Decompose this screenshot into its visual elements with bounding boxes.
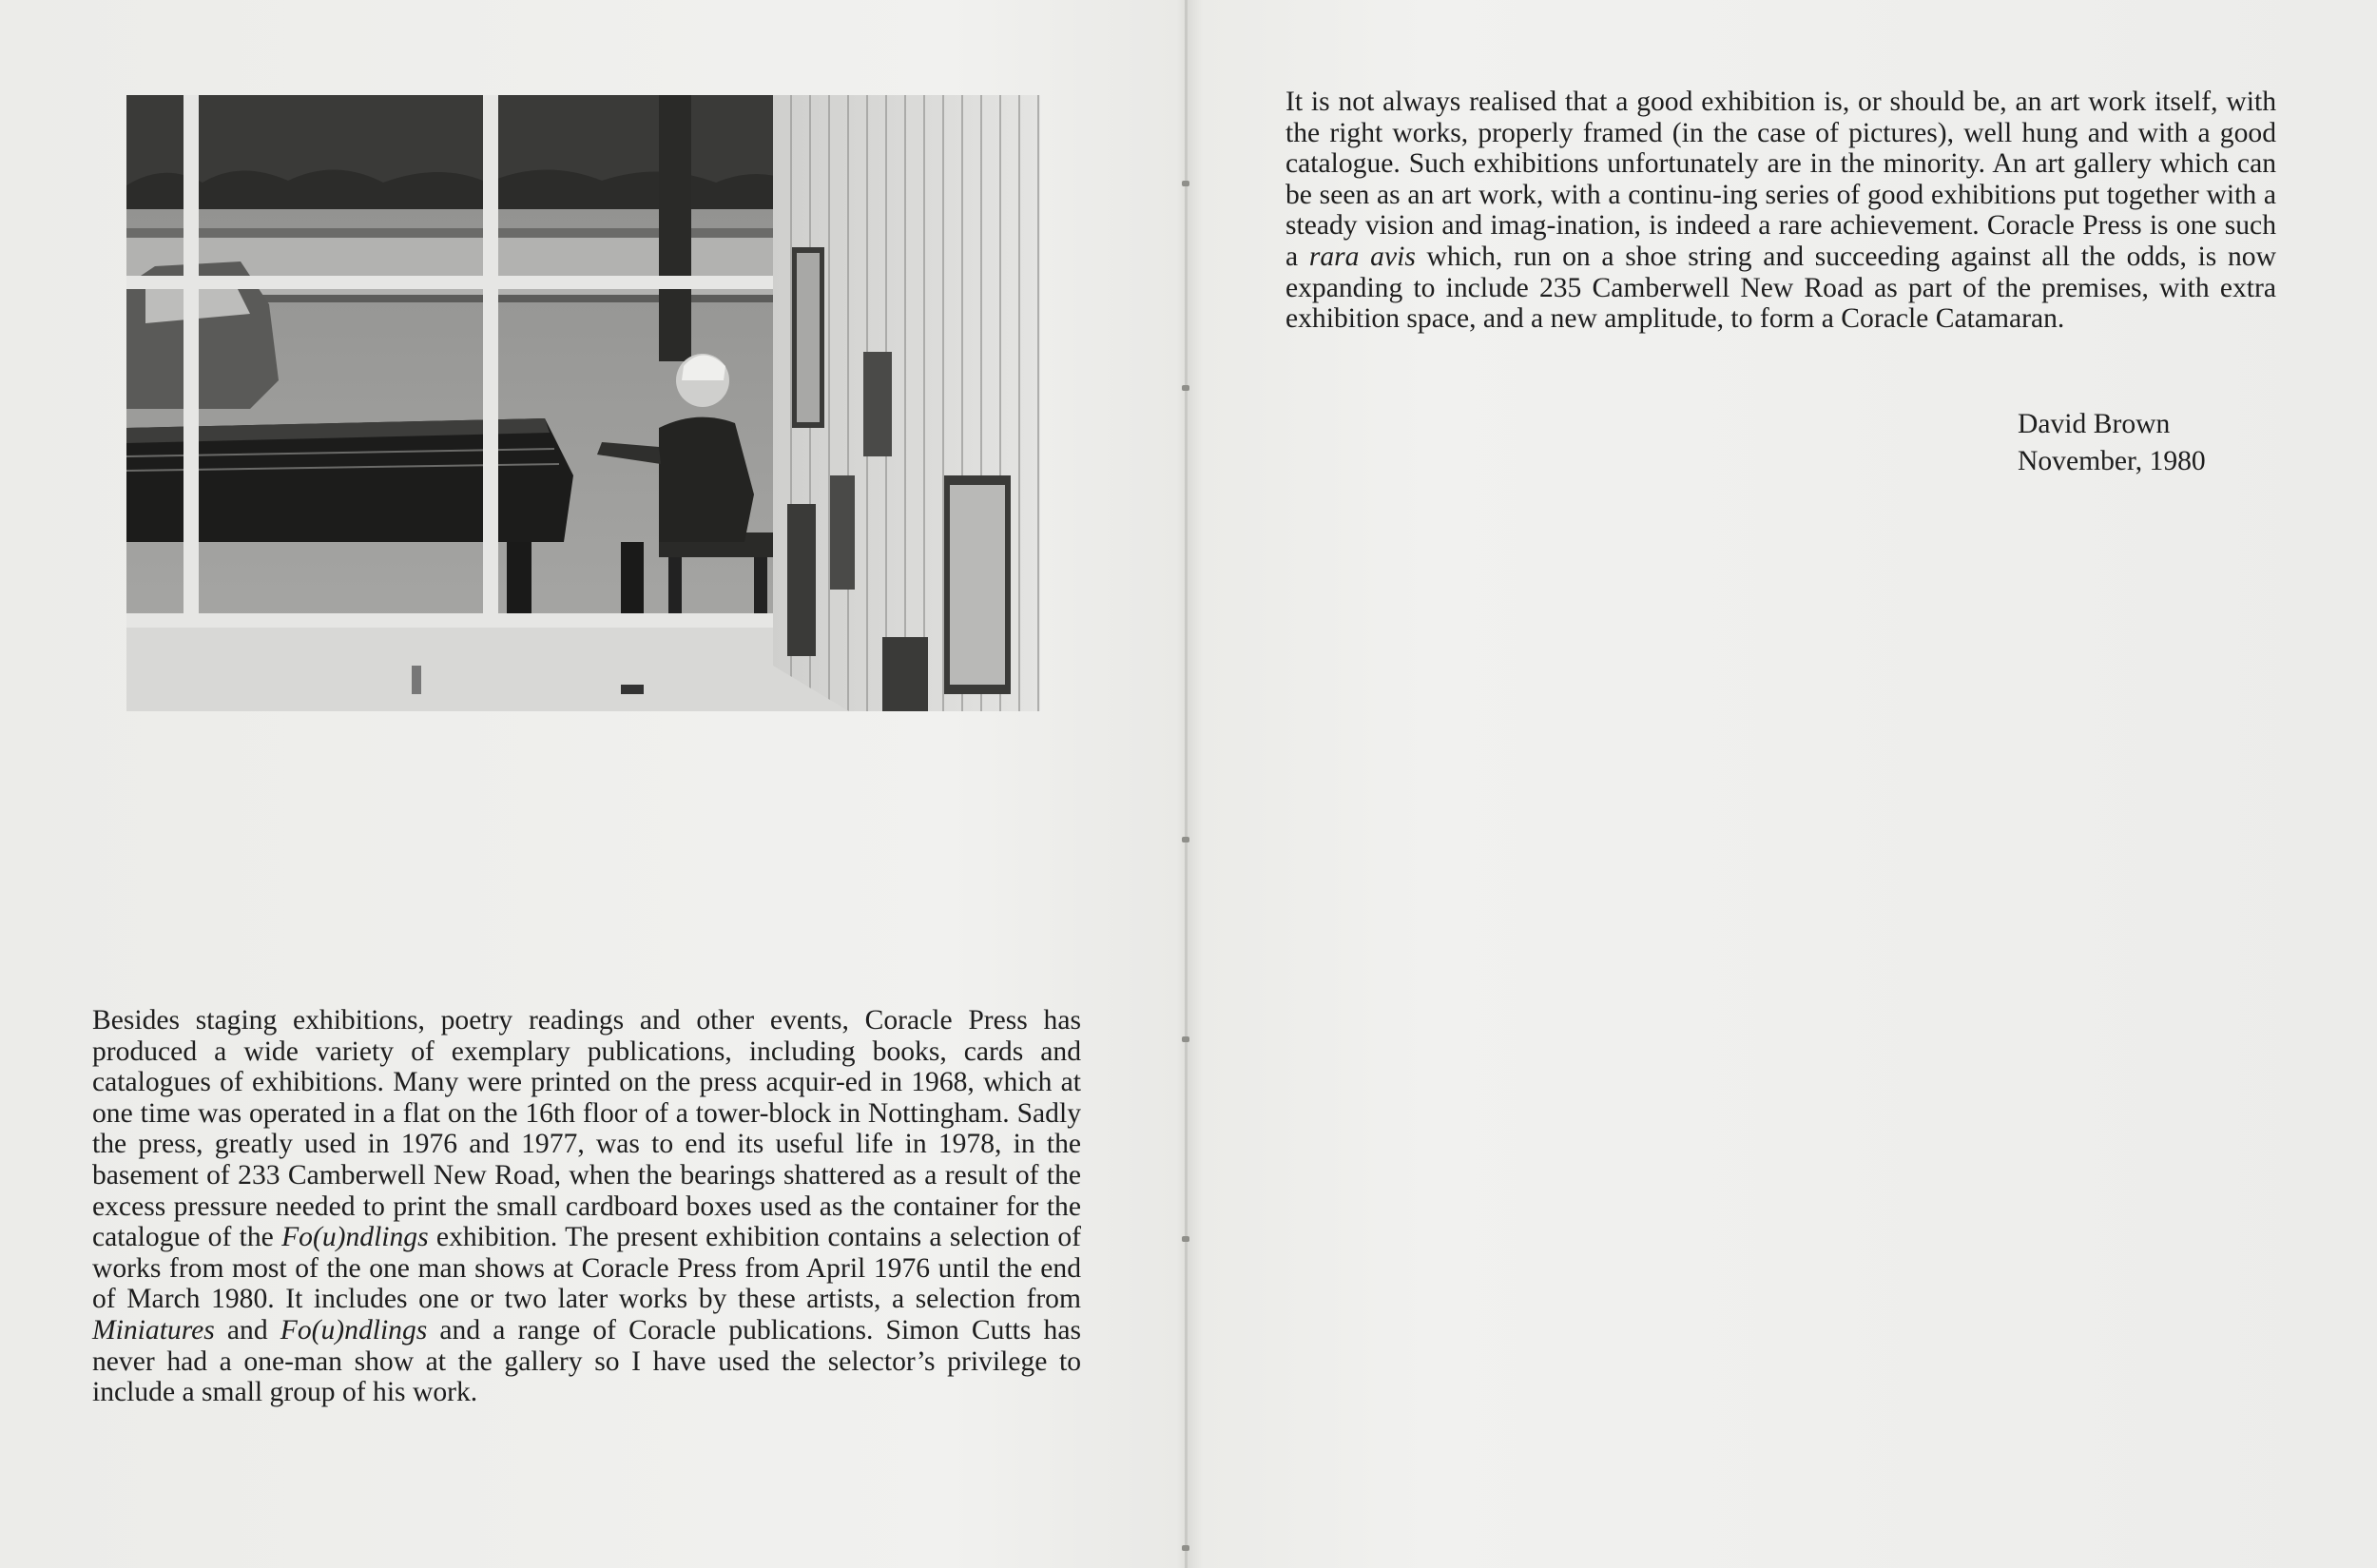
gallery-photograph — [126, 95, 1040, 711]
italic-title-run: rara avis — [1308, 241, 1416, 272]
italic-title-run: Miniatures — [92, 1314, 215, 1345]
photo-man-playing-piano-in-gallery-icon — [126, 95, 1040, 711]
binding-stitch — [1182, 385, 1189, 391]
binding-stitch — [1182, 1036, 1189, 1042]
binding-stitch — [1182, 1545, 1189, 1551]
text-run: which, run on a shoe string and succeeding against all the odds, is now expanding to include 235 Camberwell New Road as part of the premises, with extra exhibition space, and a new amplitude, to form a Coracle Catamaran. — [1285, 241, 2276, 335]
signature-name: David Brown — [2018, 409, 2171, 439]
book-gutter — [1185, 0, 1188, 1568]
text-run: and — [214, 1314, 280, 1345]
text-run: exhibition. The present exhibition contains a selection of works from most of the one man shows at Coracle Press from April 1976 until the end of March 1980. It includes one or two later works by these artists, a selection from — [92, 1222, 1081, 1315]
italic-title-run: Fo(u)ndlings — [281, 1222, 429, 1253]
text-run: It is not always realised that a good exhibition is, or should be, an art work itself, with the right works, properly framed (in the case of pictures), well hung and with a good catalogue. Such exhibitions unfortunately are in the minority. An art gallery which can be seen as an art work, with a continu-ing series of good exhibitions put together with a steady vision and imag-ination, is indeed a rare achievement. Coracle Press is one such a — [1285, 87, 2276, 272]
binding-stitch — [1182, 837, 1189, 842]
left-page-paragraph — [92, 1005, 1081, 1408]
text-run: and a range of Coracle publications. Simon Cutts has never had a one-man show at the gallery so I have used the selector’s privilege to include a small group of his work. — [92, 1314, 1081, 1408]
binding-stitch — [1182, 1236, 1189, 1242]
italic-title-run: Fo(u)ndlings — [280, 1314, 428, 1345]
signature-date: November, 1980 — [2018, 446, 2206, 476]
right-page-paragraph — [1285, 87, 2276, 335]
binding-stitch — [1182, 181, 1189, 186]
text-run: Besides staging exhibitions, poetry readings and other events, Coracle Press has produced a wide variety of exemplary publications, including books, cards and catalogues of exhibitions. Many were printed on the press acquir-ed in 1968, which at one time was operated in a flat on the 16th floor of a tower-block in Nottingham. Sadly the press, greatly used in 1976 and 1977, was to end its useful life in 1978, in the basement of 233 Camberwell New Road, when the bearings shattered as a result of the excess pressure needed to print the small cardboard boxes used as the container for the catalogue of the — [92, 1005, 1081, 1253]
